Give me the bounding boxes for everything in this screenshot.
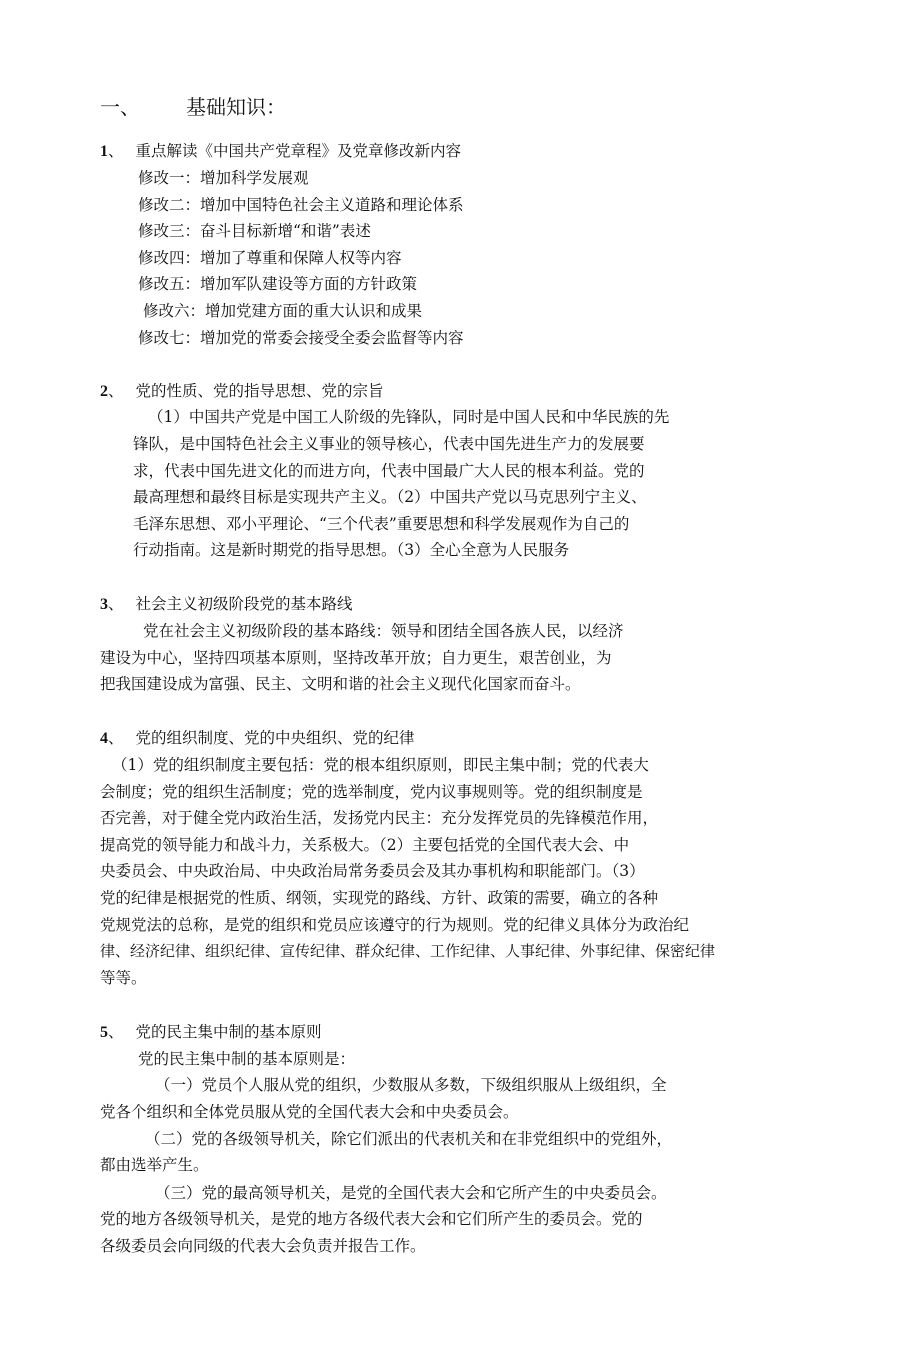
paragraph-line: 求，代表中国先进文化的而进方向，代表中国最广大人民的根本利益。党的 [133, 462, 645, 480]
paragraph-line: （1）党的组织制度主要包括：党的根本组织原则，即民主集中制；党的代表大 [112, 756, 649, 774]
section-1-heading: 1、 重点解读《中国共产党章程》及党章修改新内容 [100, 142, 462, 160]
paragraph-line: 最高理想和最终目标是实现共产主义。（2）中国共产党以马克思列宁主义、 [133, 488, 647, 506]
paragraph-line: 把我国建设成为富强、民主、文明和谐的社会主义现代化国家而奋斗。 [100, 675, 581, 693]
page-title [100, 94, 286, 120]
paragraph-line: 行动指南。这是新时期党的指导思想。（3）全心全意为人民服务 [133, 541, 570, 559]
section-title: 党的组织制度、党的中央组织、党的纪律 [135, 729, 415, 747]
paragraph-line: 党的纪律是根据党的性质、纲领，实现党的路线、方针、政策的需要，确立的各种 [100, 889, 659, 907]
paragraph-line: 提高党的领导能力和战斗力，关系极大。（2）主要包括党的全国代表大会、中 [100, 836, 630, 854]
paragraph-line: 都由选举产生。 [100, 1156, 209, 1174]
section-number: 1 [100, 143, 108, 160]
section-title: 党的民主集中制的基本原则 [135, 1023, 322, 1041]
list-item: 修改四：增加了尊重和保障人权等内容 [138, 249, 402, 267]
paragraph-line: （二）党的各级领导机关，除它们派出的代表机关和在非党组织中的党组外， [145, 1130, 673, 1148]
section-number: 2 [100, 383, 108, 400]
paragraph-line: （三）党的最高领导机关，是党的全国代表大会和它所产生的中央委员会。 [155, 1184, 667, 1202]
section-title: 党的性质、党的指导思想、党的宗旨 [135, 382, 384, 400]
paragraph-line: （1）中国共产党是中国工人阶级的先锋队，同时是中国人民和中华民族的先 [148, 408, 670, 426]
list-item: 修改六：增加党建方面的重大认识和成果 [143, 302, 423, 320]
section-number: 4 [100, 730, 108, 747]
paragraph-line: 律、经济纪律、组织纪律、宣传纪律、群众纪律、工作纪律、人事纪律、外事纪律、保密纪律 [100, 942, 716, 960]
paragraph-line: 锋队，是中国特色社会主义事业的领导核心，代表中国先进生产力的发展要 [133, 435, 645, 453]
section-number: 5 [100, 1024, 108, 1041]
paragraph-line: 党规党法的总称，是党的组织和党员应该遵守的行为规则。党的纪律义具体分为政治纪 [100, 916, 690, 934]
section-title: 重点解读《中国共产党章程》及党章修改新内容 [135, 142, 462, 160]
list-item: 修改三：奋斗目标新增“和谐”表述 [138, 222, 371, 240]
paragraph-line: 党在社会主义初级阶段的基本路线：领导和团结全国各族人民，以经济 [143, 622, 624, 640]
list-item: 修改一：增加科学发展观 [138, 169, 309, 187]
section-4-heading: 4、 党的组织制度、党的中央组织、党的纪律 [100, 729, 415, 747]
section-number: 3 [100, 596, 108, 613]
paragraph-line: 各级委员会向同级的代表大会负责并报告工作。 [100, 1237, 426, 1255]
paragraph-line: 等等。 [100, 969, 147, 987]
paragraph-line: 党各个组织和全体党员服从党的全国代表大会和中央委员会。 [100, 1103, 519, 1121]
section-3-heading: 3、 社会主义初级阶段党的基本路线 [100, 595, 353, 613]
paragraph-line: 建设为中心，坚持四项基本原则，坚持改革开放；自力更生，艰苦创业，为 [100, 649, 612, 667]
section-2-heading: 2、 党的性质、党的指导思想、党的宗旨 [100, 382, 384, 400]
list-item: 修改二：增加中国特色社会主义道路和理论体系 [138, 196, 464, 214]
paragraph-line: 会制度；党的组织生活制度；党的选举制度，党内议事规则等。党的组织制度是 [100, 783, 643, 801]
paragraph-line: 毛泽东思想、邓小平理论、“三个代表”重要思想和科学发展观作为自己的 [133, 515, 630, 533]
section-5-heading: 5、 党的民主集中制的基本原则 [100, 1023, 322, 1041]
paragraph-line: 党的地方各级领导机关，是党的地方各级代表大会和它们所产生的委员会。党的 [100, 1210, 643, 1228]
title-text: 基础知识： [186, 95, 286, 119]
section-title: 社会主义初级阶段党的基本路线 [135, 595, 353, 613]
paragraph-line: 央委员会、中央政治局、中央政治局常务委员会及其办事机构和职能部门。（3） [100, 862, 645, 880]
title-number: 一、 [100, 95, 140, 119]
paragraph-line: 否完善，对于健全党内政治生活，发扬党内民主：充分发挥党员的先锋模范作用， [100, 809, 659, 827]
list-item: 修改五：增加军队建设等方面的方针政策 [138, 275, 418, 293]
paragraph-line: 党的民主集中制的基本原则是： [138, 1050, 356, 1068]
list-item: 修改七：增加党的常委会接受全委会监督等内容 [138, 329, 464, 347]
paragraph-line: （一）党员个人服从党的组织，少数服从多数，下级组织服从上级组织，全 [155, 1076, 667, 1094]
